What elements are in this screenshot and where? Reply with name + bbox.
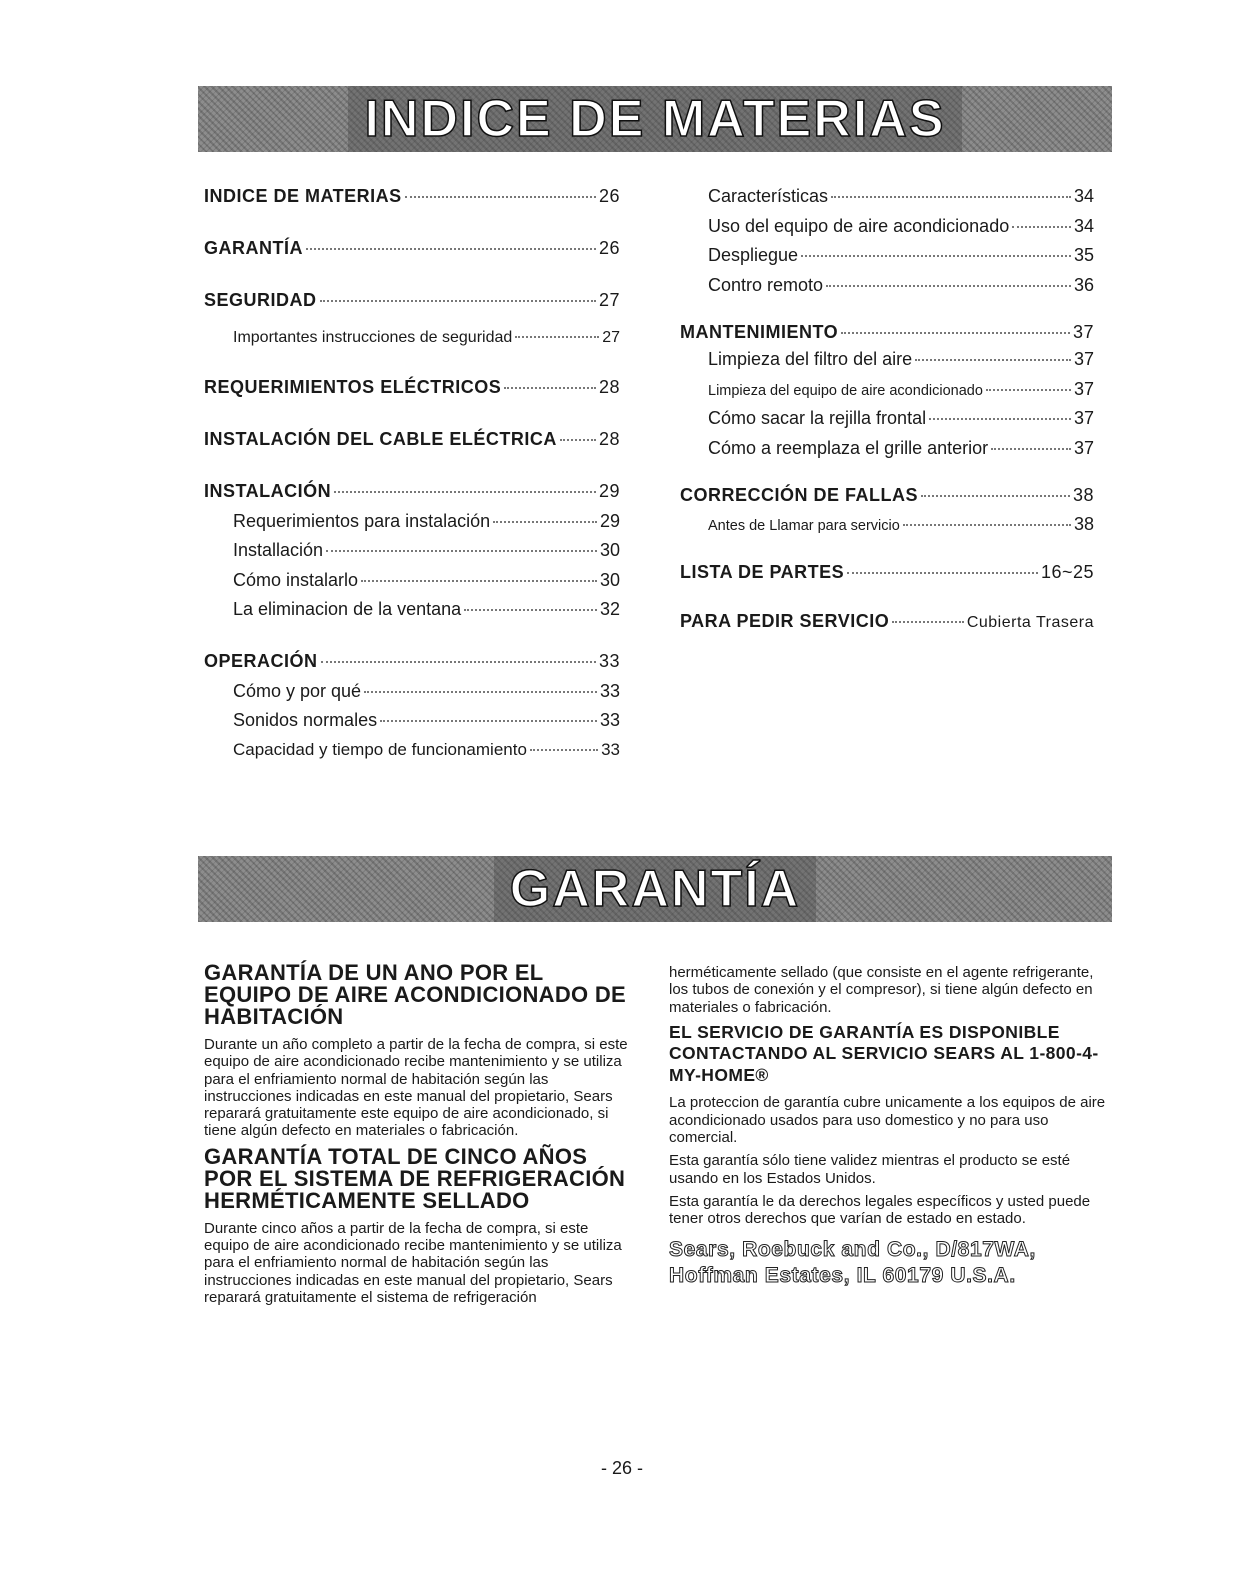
toc-page: 26 [598,238,620,258]
toc-entry-cable[interactable] [204,429,620,454]
toc-entry-instalacion-sub2[interactable] [204,540,620,570]
dot-leader [515,336,599,338]
dot-leader [504,387,596,389]
toc-entry-instalacion-sub3[interactable] [204,570,620,600]
dot-leader [334,491,596,493]
dot-leader [991,448,1071,450]
toc-entry-operacion[interactable] [204,651,620,676]
toc-label: INDICE DE MATERIAS [204,186,402,206]
toc-label: Despliegue [708,245,799,265]
toc-label: Importantes instrucciones de seguridad [233,329,513,346]
toc-page: 38 [1072,485,1094,505]
dot-leader [380,720,597,722]
toc-entry-operacion-sub3[interactable] [204,740,620,770]
toc-page: Cubierta Trasera [966,613,1094,631]
toc-page: 28 [598,376,620,397]
toc-entry-fallas[interactable] [680,485,1094,510]
toc-label: Contro remoto [708,274,824,295]
toc-label: Antes de Llamar para servicio [708,518,900,534]
toc-banner [198,86,1112,152]
warranty-service-notice: EL SERVICIO DE GARANTÍA ES DISPONIBLE CONTACTANDO AL SERVICIO SEARS AL 1-800-4-MY-HOME® [669,1021,1099,1085]
warranty-heading-five-year: GARANTÍA TOTAL DE CINCO AÑOS POR EL SISTEMA DE REFRIGERACIÓN HERMÉTICAMENTE SELLADO [204,1143,626,1213]
toc-entry-mant-sub4[interactable] [680,438,1094,468]
dot-leader [892,621,964,623]
dot-leader [1012,226,1071,228]
toc-page: 16~25 [1040,561,1094,582]
toc-page: 32 [599,599,620,619]
toc-right-column [680,186,1094,663]
toc-label: GARANTÍA [204,238,303,258]
dot-leader [364,691,597,693]
toc-entry-garantia[interactable] [204,238,620,263]
toc-label: La eliminacion de la ventana [233,599,462,619]
toc-page: 38 [1073,514,1094,534]
toc-entry-fallas-sub1[interactable] [680,514,1094,544]
dot-leader [321,661,596,663]
dot-leader [903,524,1071,526]
toc-entry-mant-sub2[interactable] [680,379,1094,409]
toc-page: 37 [1073,408,1094,428]
toc-page: 34 [1073,215,1094,236]
toc-left-column [204,186,620,769]
dot-leader [847,572,1038,574]
toc-entry-pedir-servicio[interactable] [680,611,1094,636]
toc-label: REQUERIMIENTOS ELÉCTRICOS [204,376,502,397]
dot-leader [831,196,1071,198]
toc-page: 34 [1073,186,1094,206]
warranty-banner-title: GARANTÍA [494,856,816,922]
toc-page: 37 [1072,322,1094,342]
dot-leader [464,609,597,611]
toc-label: INSTALACIÓN [204,480,332,501]
toc-label: Cómo a reemplaza el grille anterior [708,437,989,458]
toc-label: Cómo sacar la rejilla frontal [708,408,927,428]
toc-page: 30 [599,540,620,560]
toc-page: 37 [1073,349,1094,369]
dot-leader [801,255,1071,257]
toc-entry-operacion-sub1[interactable] [204,681,620,711]
dot-leader [841,332,1070,334]
toc-label: Capacidad y tiempo de funcionamiento [233,739,527,759]
toc-label: Cómo y por qué [233,680,362,701]
toc-banner-title: INDICE DE MATERIAS [348,86,961,152]
toc-page: 33 [599,680,620,701]
toc-label: MANTENIMIENTO [680,322,839,342]
toc-page: 27 [598,290,620,310]
toc-entry-partes[interactable] [680,562,1094,587]
toc-label: CORRECCIÓN DE FALLAS [680,485,919,505]
toc-entry-indice[interactable] [204,186,620,211]
toc-entry-operacion-sub2[interactable] [204,710,620,740]
toc-page: 29 [599,510,620,531]
toc-page: 28 [598,428,620,449]
warranty-banner [198,856,1112,922]
toc-page: 33 [601,739,620,759]
warranty-paragraph: La proteccion de garantía cubre unicamente a los equipos de aire acondicionado usados para uso domestico y no para uso comercial. [669,1094,1106,1146]
warranty-paragraph: Durante cinco años a partir de la fecha de compra, si este equipo de aire acondicionado recibe mantenimiento y se utiliza para el enfriamiento normal de habitación según las instrucciones indicadas en este manual del propietario, Sears reparará gratuitamente el sistema de refrigeración [204,1219,622,1306]
toc-page: 37 [1073,378,1094,399]
company-address-line1: Sears, Roebuck and Co., D/817WA, [669,1238,1036,1262]
toc-entry-mant-sub3[interactable] [680,408,1094,438]
toc-page: 36 [1073,274,1094,295]
toc-page: 29 [598,480,620,501]
dot-leader [826,285,1071,287]
warranty-paragraph: Esta garantía le da derechos legales específicos y usted puede tener otros derechos que varían de estado en estado. [669,1192,1091,1228]
toc-label: OPERACIÓN [204,650,318,671]
toc-entry-mantenimiento[interactable] [680,322,1094,347]
warranty-heading-one-year: GARANTÍA DE UN ANO POR EL EQUIPO DE AIRE ACONDICIONADO DE HABITACIÓN [204,960,627,1029]
toc-label: SEGURIDAD [204,290,317,310]
toc-entry-control-remoto[interactable] [680,275,1094,305]
toc-entry-uso[interactable] [680,216,1094,246]
toc-page: 27 [602,329,620,346]
toc-label: Cómo instalarlo [233,569,359,590]
toc-entry-seguridad-sub[interactable] [204,329,620,359]
dot-leader [493,521,597,523]
dot-leader [306,248,596,250]
toc-page: 33 [598,650,620,671]
toc-page: 37 [1073,437,1094,458]
warranty-right-column [669,964,1113,1289]
dot-leader [530,749,598,751]
toc-label: LISTA DE PARTES [680,561,845,582]
dot-leader [326,550,597,552]
toc-page: 26 [598,186,620,206]
warranty-paragraph: Durante un año completo a partir de la fecha de compra, si este equipo de aire acondicionado recibe mantenimiento y se utiliza para el enfriamiento normal de habitación según las instrucciones indicadas en este manual del propietario, Sears reparará gratuitamente este equipo de aire acondicionado, si tiene algún defecto en materiales o fabricación. [204,1036,628,1140]
dot-leader [560,439,596,441]
toc-label: Installación [233,540,324,560]
dot-leader [320,300,596,302]
dot-leader [405,196,596,198]
toc-page: 35 [1073,245,1094,265]
warranty-paragraph: herméticamente sellado (que consiste en el agente refrigerante, los tubos de conexión y el compresor), si tiene algún defecto en materiales o fabricación. [669,964,1094,1016]
toc-entry-requerimientos[interactable] [204,377,620,402]
toc-entry-mant-sub1[interactable] [680,349,1094,379]
toc-label: Limpieza del equipo de aire acondicionado [708,382,983,399]
dot-leader [929,418,1071,420]
toc-label: Sonidos normales [233,710,378,730]
dot-leader [986,389,1071,391]
toc-label: INSTALACIÓN DEL CABLE ELÉCTRICA [204,428,557,449]
toc-entry-instalacion[interactable] [204,481,620,506]
toc-label: Características [708,186,829,206]
toc-label: PARA PEDIR SERVICIO [680,610,890,631]
dot-leader [361,580,597,582]
toc-entry-despliegue[interactable] [680,245,1094,275]
toc-entry-instalacion-sub1[interactable] [204,511,620,541]
toc-entry-seguridad[interactable] [204,290,620,315]
toc-entry-instalacion-sub4[interactable] [204,599,620,629]
toc-page: 30 [599,569,620,590]
toc-entry-caracteristicas[interactable] [680,186,1094,216]
warranty-left-column [204,962,634,1312]
dot-leader [921,495,1070,497]
page-number: - 26 - [600,1458,643,1478]
company-address-line2: Hoffman Estates, IL 60179 U.S.A. [669,1264,1016,1288]
toc-label: Uso del equipo de aire acondicionado [708,215,1010,236]
toc-label: Requerimientos para instalación [233,510,491,531]
warranty-paragraph: Esta garantía sólo tiene validez mientras el producto se esté usando en los Estados Unidos. [669,1152,1071,1187]
dot-leader [915,359,1071,361]
toc-label: Limpieza del filtro del aire [708,349,913,369]
toc-page: 33 [599,710,620,730]
